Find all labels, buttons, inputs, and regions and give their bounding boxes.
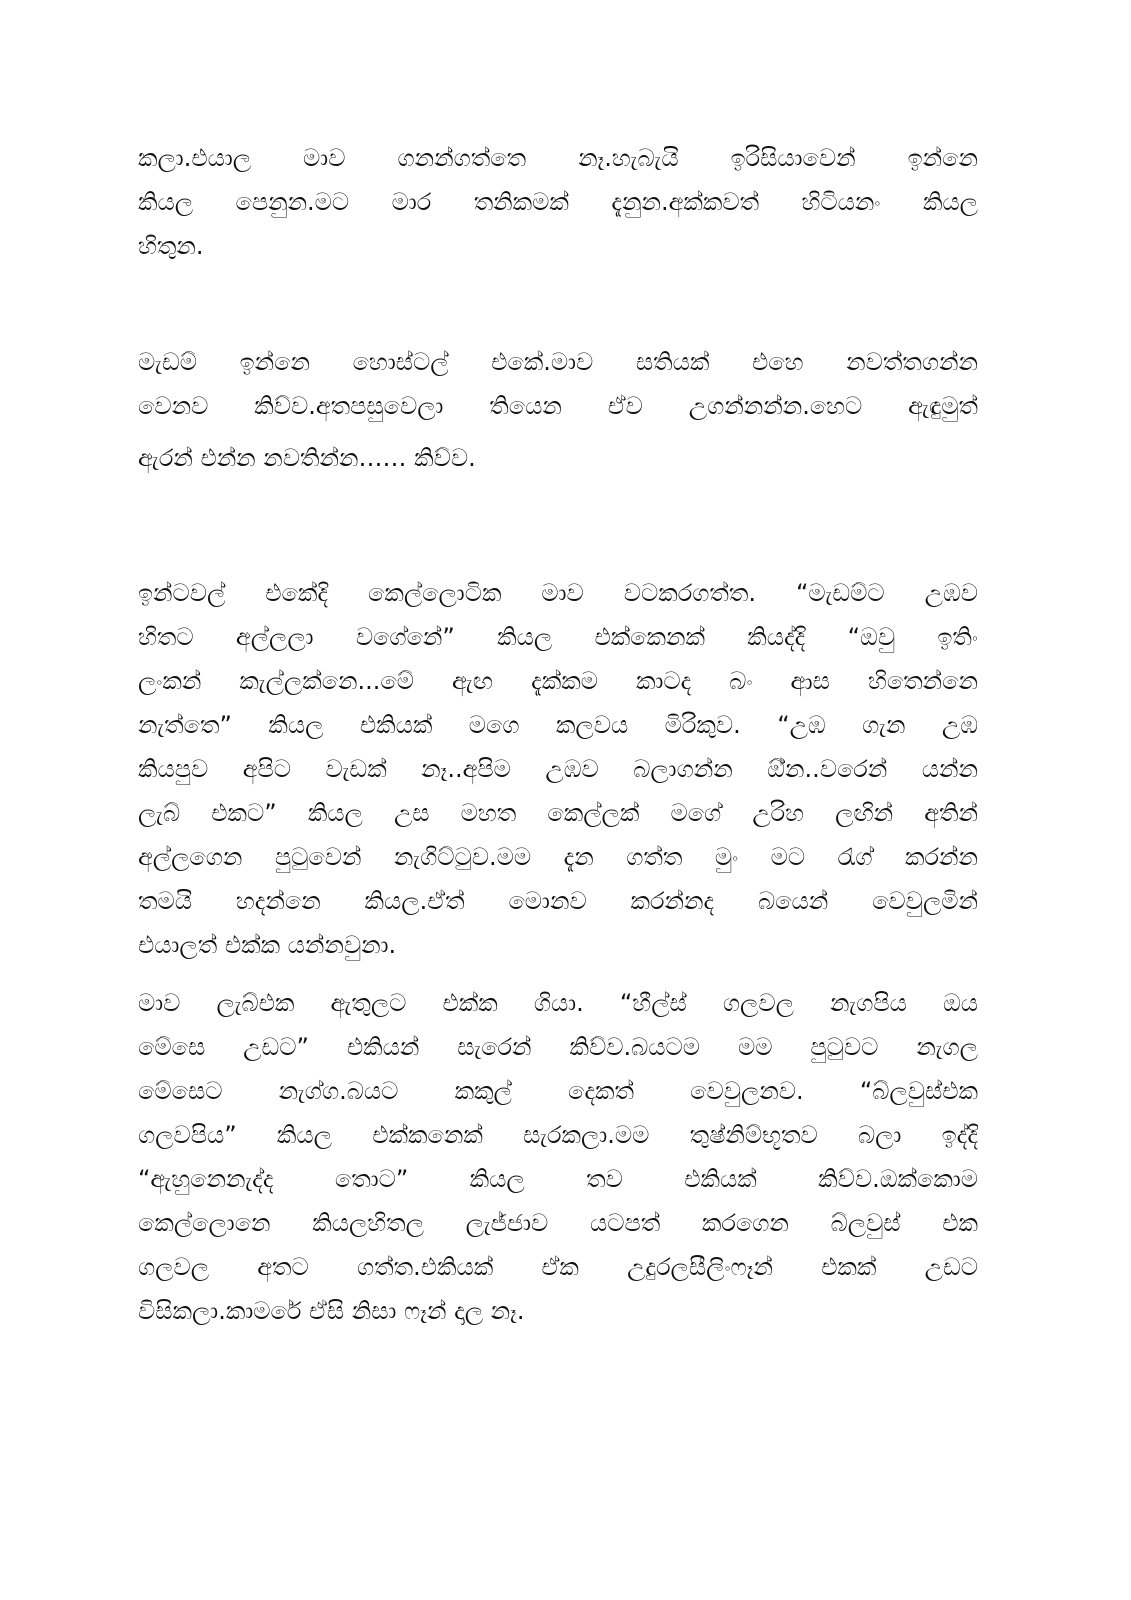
text-line: එයාලත් එක්ක යන්නවුනා. — [138, 931, 397, 959]
text-line: කියල පෙනුන.මට මාර තනිකමක් දැනුන.අක්කවත් හිටියනං කියල — [138, 188, 978, 216]
text-line: ලැබ් එකට” කියල උස මහත කෙල්ලක් මගේ උරිහ ලඟින් අතින් — [138, 799, 978, 827]
text-line: ගලවපිය” කියල එක්කනෙක් සැරකලා.මම තුෂ්නිම්භූතව බලා ඉද්දි — [138, 1121, 978, 1149]
text-line: “ඇහුනෙනැද්ද තොට” කියල තව එකියක් කිව්ව.ඔක්කොම — [138, 1165, 978, 1193]
text-line: කලා.එයාල මාව ගනන්ගත්තෙ නෑ.හැබැයි ඉරිසියාවෙන් ඉන්නෙ — [138, 144, 978, 172]
text-line: තමයි හදන්නෙ කියල.ඒත් මොනව කරන්නද බයෙන් වෙවුලමින් — [138, 887, 978, 915]
text-line: මේසෙට නැග්ග.බයට කකුල් දෙකත් වෙවුලනව. “බ්ලවුස්එක — [138, 1077, 978, 1105]
text-line: විසිකලා.කාමරේ ඒසි නිසා ෆෑන් දාල නෑ. — [138, 1297, 525, 1325]
text-line: නැත්තෙ” කියල එකියක් මගෙ කලවය මිරිකුව. “උඹ ගැන උඹ — [138, 711, 978, 739]
text-line: මැඩම් ඉන්නෙ හොස්ටල් එකේ.මාව සතියක් එහෙ නවත්තගන්න — [138, 348, 978, 376]
text-line: ඉන්ටවල් එකේදි කෙල්ලොටික මාව වටකරගත්ත. “මැඩම්ට උඹව — [138, 579, 978, 607]
text-line: කියපුව අපිට වැඩක් නෑ..අපිම උඹව බලාගන්න ඕ්න..වරෙන් යන්න — [138, 755, 978, 783]
text-line: ඇරන් එන්න නවතින්න…… කිව්ව. — [138, 444, 476, 472]
text-line: මාව ලැබ්එක ඇතුලට එක්ක ගියා. “හීල්ස් ගලවල නැගපිය ඔය — [138, 989, 978, 1017]
paragraph-4 — [138, 981, 978, 1333]
text-line: හිතට අල්ලලා වගේනේ” කියල එක්කෙනක් කියද්දි “ඔවු ඉතිං — [138, 623, 978, 651]
paragraph-3 — [138, 571, 978, 967]
text-line: හිතුන. — [138, 232, 204, 260]
text-line: වෙනව කිව්ව.අතපසුවෙලා තියෙන ඒව උගන්නන්න.හෙට ඇඳුමුත් — [138, 392, 978, 420]
text-line: මේසෙ උඩට” එකියන් සැරෙන් කිව්ව.බයටම මම පුටුවට නැගල — [138, 1033, 978, 1061]
text-line: ලංකන් කැල්ලක්නෙ...මේ ඇඟ දැක්කම කාටද බං ආස හිතෙන්නෙ — [138, 667, 978, 695]
paragraph-1 — [138, 136, 978, 268]
text-line: අල්ලගෙන පුටුවෙන් නැගිට්ටුව.මම දැන ගත්ත මුං මට රැග් කරන්න — [138, 843, 978, 871]
text-line: ගලවල අතට ගත්ත.එකියක් ඒක උදුරලසීලිංෆෑන් එකක් උඩට — [138, 1253, 978, 1281]
text-line: කෙල්ලොනෙ කියලහිතල ලැජ්ජාව යටපත් කරගෙන බ්ලවුස් එක — [138, 1209, 978, 1237]
paragraph-2 — [138, 340, 978, 488]
